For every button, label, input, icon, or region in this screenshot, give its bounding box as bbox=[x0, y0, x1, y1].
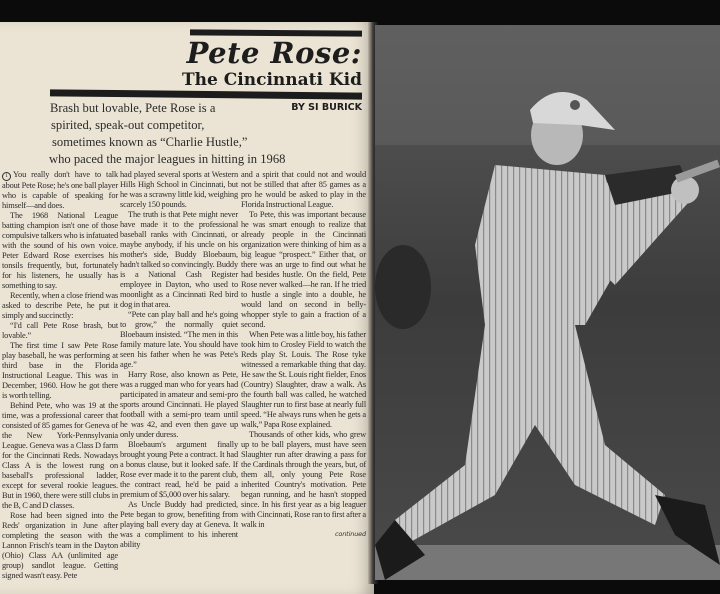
paragraph: The truth is that Pete might never have made it to the professional baseball ranks with Cincinnati, or maybe anybody, if his uncle on his mother's side, Buddy Bloebaum, hadn't talked so convincingly. Buddy is a National Cash Register employee in Dayton, who used to moonlight as a Cincinnati Red bird dog in that area. bbox=[120, 210, 238, 309]
section-marker-icon: 1 bbox=[2, 172, 11, 181]
paragraph-text: You really don't have to talk about Pete Rose; he's one ball player who is capable of speaking for himself—and does. bbox=[2, 170, 118, 210]
paragraph: “I'd call Pete Rose brash, but lovable.” bbox=[2, 321, 118, 340]
paragraph: When Pete was a little boy, his father took him to Crosley Field to watch the Reds play St. Louis. The Rose tyke witnessed a remarkable thing that day. He saw the St. Louis right fielder, Enos (Country) Slaughter, draw a walk. As the fourth ball was called, he watched Slaughter run to first base at nearly full speed. “He always runs when he gets a walk,” Papa Rose explained. bbox=[241, 330, 366, 429]
deck-line: who paced the major leagues in hitting in 1968 bbox=[49, 152, 286, 166]
continued-label: continued bbox=[334, 530, 366, 538]
paragraph: Recently, when a close friend was asked to describe Pete, he put it simply and succinctly: bbox=[2, 291, 118, 320]
paragraph: had played several sports at Western Hills High School in Cincinnati, but he was a scrawny little kid, weighing scarcely 150 pounds. bbox=[120, 170, 238, 209]
paragraph: Rose had been signed into the Reds' organization in June after completing the season with the Lannon Frisch's team in the Dayton (Ohio) Class AA (unlimited age group) sandlot league. Getting signed wasn't easy. Pete bbox=[2, 511, 118, 580]
paragraph: Thousands of other kids, who grew up to be ball players, must have seen Slaughter run after drawing a pass for the Cardinals through the years, but, of them all, only young Pete Rose inherited Country's motivation. Pete began running, and he hasn't stopped since. In his first year as a big leaguer with Cincinnati, Rose ran to first after a walk in bbox=[241, 430, 366, 529]
batter-illustration bbox=[375, 25, 720, 580]
paragraph: Behind Pete, who was 19 at the time, was a professional career that consisted of 85 games for Geneva of the New York-Pennsylvania League. Geneva was a Class D farm for the Cincinnati Reds. Nowadays Class A is the lowest rung on baseball's professional ladder, except for several rookie leagues. But in 1960, there were still clubs in the B, C and D classes. bbox=[2, 401, 118, 510]
byline: BY SI BURICK bbox=[291, 102, 362, 113]
paragraph: As Uncle Buddy had predicted, Pete began to grow, benefiting from playing ball every day at Geneva. It was a compliment to his inherent ability bbox=[120, 500, 238, 549]
magazine-left-page bbox=[0, 22, 374, 594]
text-column-1 bbox=[2, 170, 118, 581]
article-subtitle: The Cincinnati Kid bbox=[182, 70, 362, 90]
paragraph: “Pete can play ball and he's going to grow,” the normally quiet Bloebaum insisted. “The men in this family mature late. You should have seen his father when he was Pete's age.” bbox=[120, 310, 238, 369]
paragraph: and a spirit that could not and would not be stilled that after 85 games as a pro he would be asked to play in the Florida Instructional League. bbox=[241, 170, 366, 209]
paragraph: Harry Rose, also known as Pete, was a rugged man who for years had participated in amateur and semi-pro sports around Cincinnati. He played football with a semi-pro team until he was 42, and even then gave up only under duress. bbox=[120, 370, 238, 439]
text-column-3 bbox=[241, 170, 366, 539]
article-deck bbox=[49, 100, 286, 168]
paragraph bbox=[2, 170, 118, 211]
paragraph: Bloebaum's argument finally brought young Pete a contract. It had a bonus clause, but it looked safe. If Rose ever made it to the parent club, the contract read, he'd be paid a premium of $5,000 over his salary. bbox=[120, 440, 238, 499]
deck-line: spirited, speak-out competitor, bbox=[51, 118, 205, 132]
paragraph: The 1968 National League batting champion isn't one of those compulsive talkers who is infatuated with the sound of his own voice. Peter Edward Rose exercises his tonsils frequently, but, fortunately for his listeners, he usually has something to say. bbox=[2, 211, 118, 290]
deck-line: Brash but lovable, Pete Rose is a bbox=[50, 101, 216, 115]
deck-line: sometimes known as “Charlie Hustle,” bbox=[52, 135, 248, 149]
article-title: Pete Rose: bbox=[186, 36, 362, 70]
player-batting-photo bbox=[375, 25, 720, 580]
paragraph: To Pete, this was important because he was smart enough to realize that already people in the Cincinnati organization were thinking of him as a big league “prospect.” Either that, or there was an urge to find out what he had besides hustle. On the field, Pete Rose never walked—he ran. If he tried to hustle a single into a double, he would land on second in belly-whopper style to gain a fraction of a second. bbox=[241, 210, 366, 329]
paragraph: The first time I saw Pete Rose play baseball, he was performing at third base in the Florida Instructional League. This was in December, 1960. How he got there is worth telling. bbox=[2, 341, 118, 400]
catchers-mitt bbox=[375, 245, 431, 329]
text-column-2 bbox=[120, 170, 238, 550]
title-rule-bottom bbox=[50, 89, 362, 99]
